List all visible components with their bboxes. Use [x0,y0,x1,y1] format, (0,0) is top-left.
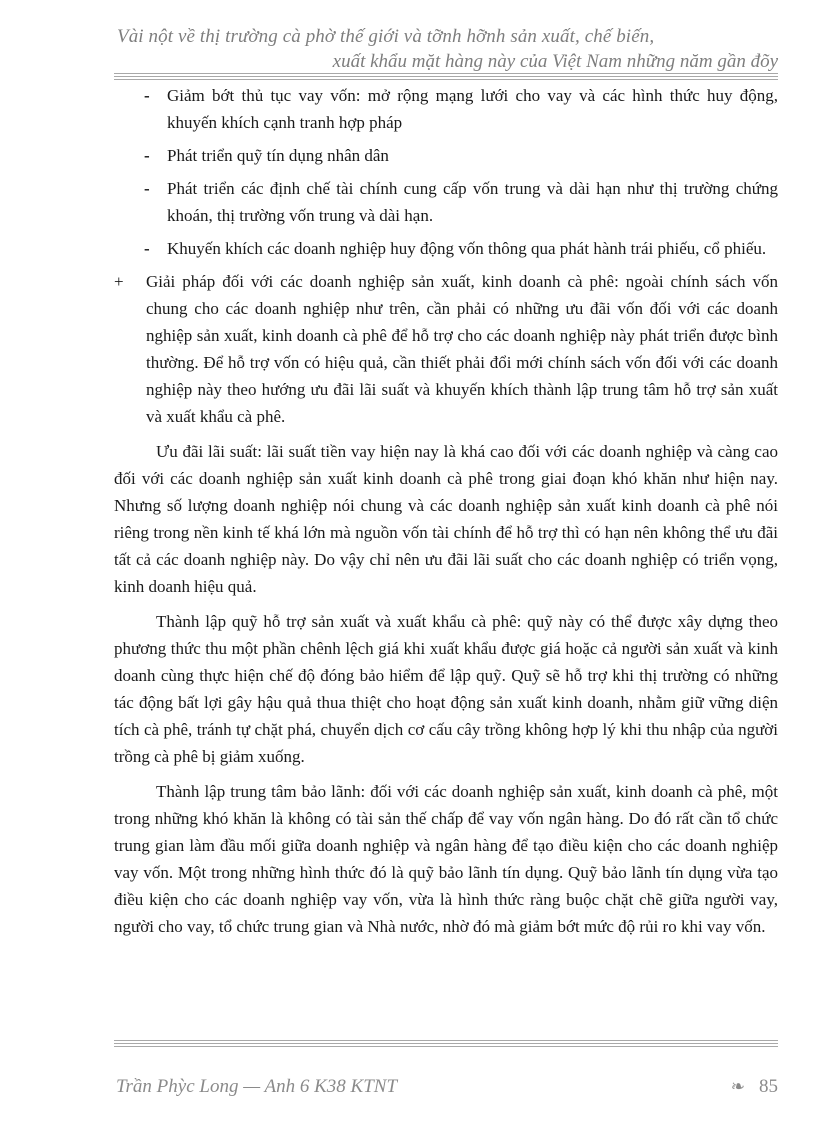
header-rule [114,76,778,77]
footer-rule [114,1040,778,1041]
plus-marker: + [114,272,124,291]
bullet-item: - Giảm bớt thủ tục vay vốn: mở rộng mạng lưới cho vay và các hình thức huy động, khuyến khích cạnh tranh hợp pháp [114,82,778,136]
paragraph-guarantee-center: Thành lập trung tâm bảo lãnh: đối với các doanh nghiệp sản xuất, kinh doanh cà phê, một trong những khó khăn là không có tài sản thế chấp để vay vốn ngân hàng. Do đó rất cần tổ chức trung gian làm đầu mối giữa doanh nghiệp và ngân hàng để tạo điều kiện cho các doanh nghiệp vay vốn. Một trong những hình thức đó là quỹ bảo lãnh tín dụng. Quỹ bảo lãnh tín dụng vừa tạo điều kiện cho các doanh nghiệp vay vốn, vừa là hình thức ràng buộc chặt chẽ giữa người vay, người cho vay, tổ chức trung gian và Nhà nước, nhờ đó mà giảm bớt mức độ rủi ro khi vay vốn. [114,782,778,936]
header-rule [114,79,778,80]
bullet-item: - Phát triển các định chế tài chính cung cấp vốn trung và dài hạn như thị trường chứng khoán, thị trường vốn trung và dài hạn. [114,175,778,229]
running-header-line-2: xuất khẩu mặt hàng này của Việt Nam những năm gần đõy [332,51,778,72]
bullet-item: - Phát triển quỹ tín dụng nhân dân [114,142,778,169]
bullet-marker: - [144,146,150,165]
page-body [114,82,778,940]
plus-paragraph: + Giải pháp đối với các doanh nghiệp sản xuất, kinh doanh cà phê: ngoài chính sách vốn chung cho các doanh nghiệp như trên, cần phải có những ưu đãi vốn đối với các doanh nghiệp sản xuất, kinh doanh cà phê để hỗ trợ cho các doanh nghiệp này phát triển được bình thường. Để hỗ trợ vốn có hiệu quả, cần thiết phải đổi mới chính sách vốn đối với các doanh nghiệp này theo hướng ưu đãi lãi suất và khuyến khích thành lập trung tâm hỗ trợ sản xuất và xuất khẩu cà phê. [114,268,778,430]
paragraph-support-fund: Thành lập quỹ hỗ trợ sản xuất và xuất khẩu cà phê: quỹ này có thể được xây dựng theo phương thức thu một phần chênh lệch giá khi xuất khẩu được giá hoặc cả người sản xuất và kinh doanh cùng thực hiện chế độ đóng bảo hiểm để lập quỹ. Quỹ sẽ hỗ trợ khi thị trường có những tác động bất lợi gây hậu quả thua thiệt cho hoạt động sản xuất kinh doanh, nhằm giữ vững diện tích cà phê, tránh tự chặt phá, chuyển dịch cơ cấu cây trồng không hợp lý khi thu nhập của người trồng cà phê bị giảm xuống. [114,612,778,766]
paragraph-interest-rate: Ưu đãi lãi suất: lãi suất tiền vay hiện nay là khá cao đối với các doanh nghiệp và càng cao đối với các doanh nghiệp sản xuất kinh doanh cà phê trong giai đoạn khó khăn như hiện nay. Nhưng số lượng doanh nghiệp nói chung và các doanh nghiệp sản xuất kinh doanh cà phê nói riêng trong nền kinh tế khá lớn mà nguồn vốn tài chính để hỗ trợ thì có hạn nên không thể ưu đãi tất cả các doanh nghiệp này. Do vậy chỉ nên ưu đãi lãi suất cho các doanh nghiệp có triển vọng, kinh doanh hiệu quả. [114,442,778,596]
footer-rule [114,1043,778,1044]
page-number: 85 [759,1076,778,1097]
footer-author: Trần Phỳc Long — Anh 6 K38 KTNT [116,1076,398,1097]
ornament-icon: ❧ [730,1077,745,1096]
bullet-marker: - [144,239,150,258]
bullet-item: - Khuyến khích các doanh nghiệp huy động vốn thông qua phát hành trái phiếu, cổ phiếu. [114,235,778,262]
footer-rule [114,1046,778,1047]
footer-page-block [731,1076,778,1098]
running-header-line-1: Vài nột về thị trường cà phờ thế giới và tỡnh hỡnh sản xuất, chế biến, [117,26,655,47]
bullet-marker: - [144,86,150,105]
bullet-marker: - [144,179,150,198]
header-rule [114,73,778,74]
